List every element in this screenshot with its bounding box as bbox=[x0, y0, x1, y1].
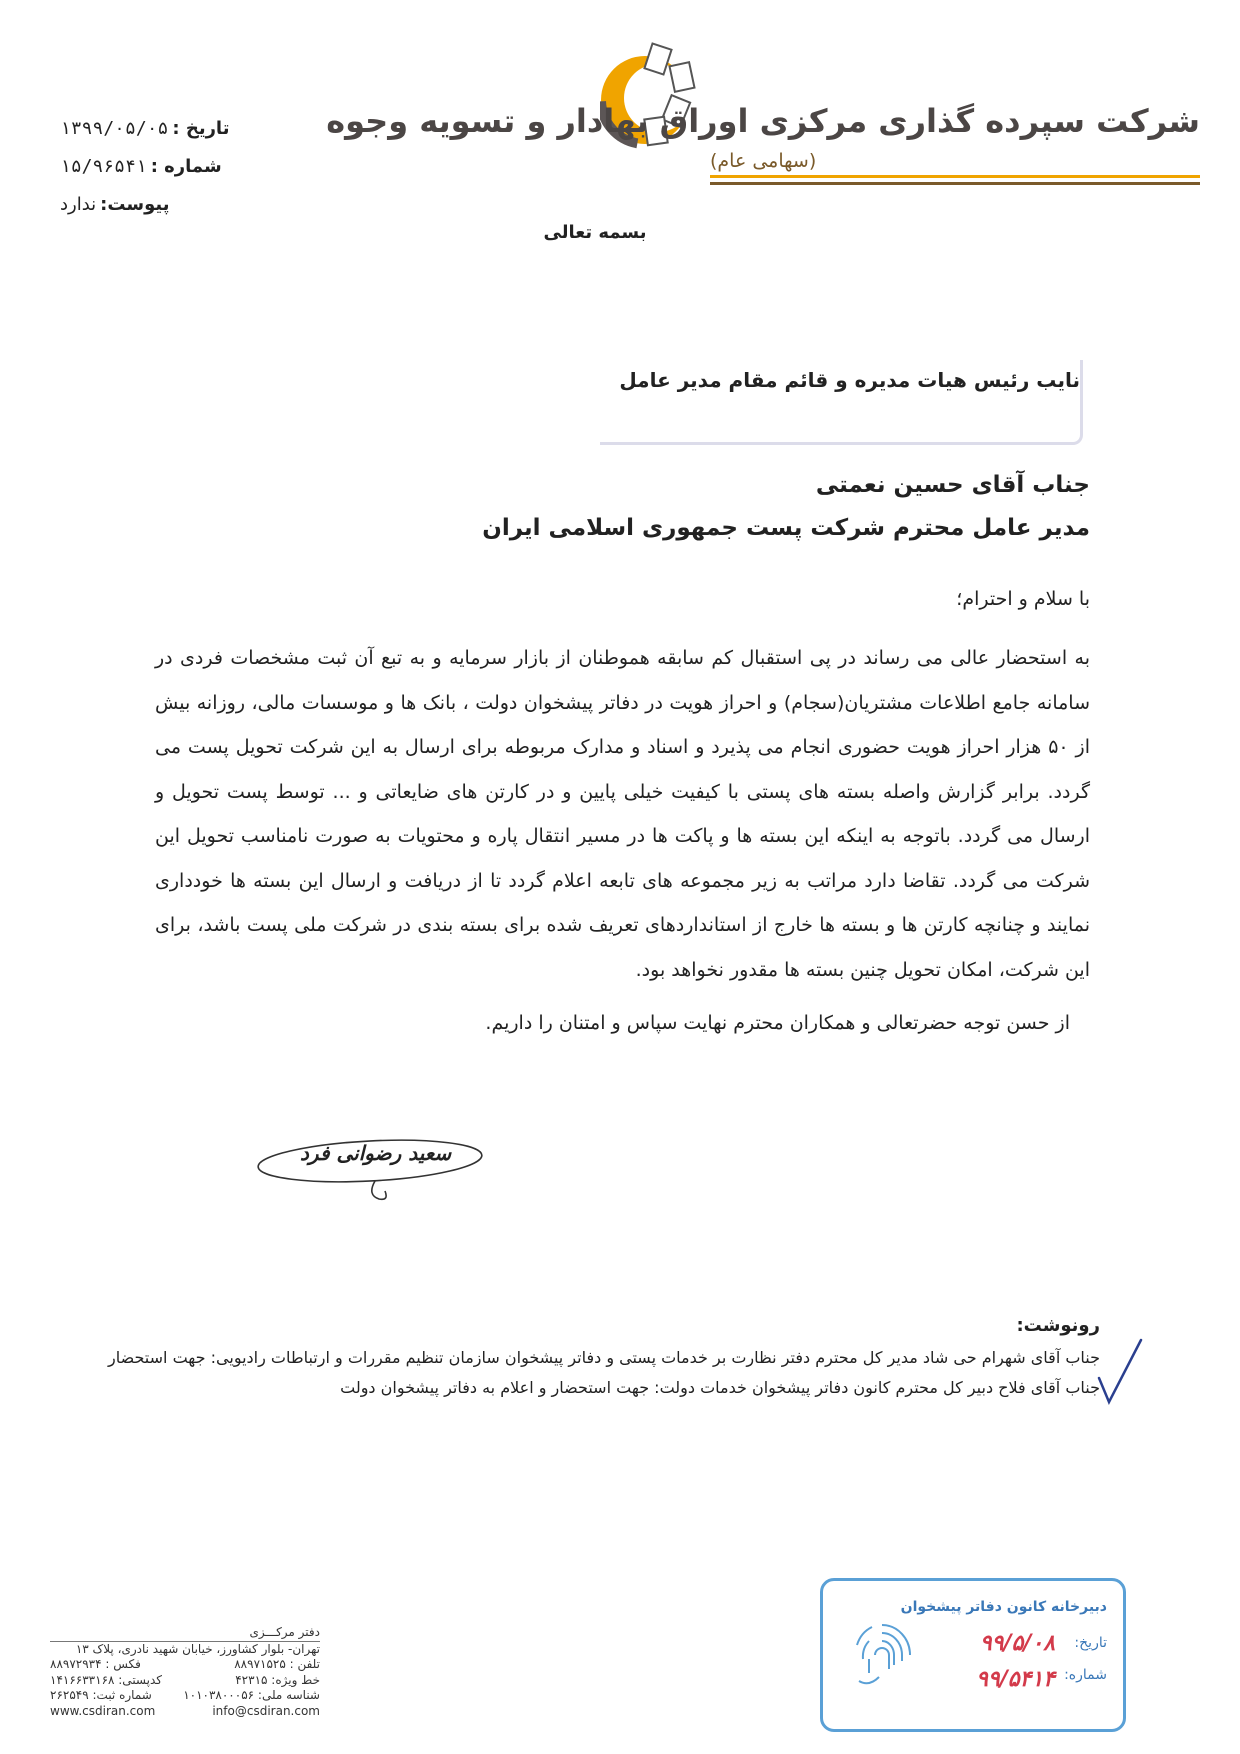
footer-special-line: خط ویژه: ۴۲۳۱۵ bbox=[235, 1672, 320, 1687]
sender-role-box bbox=[600, 360, 1083, 445]
footer-postal-code: کدپستی: ۱۴۱۶۶۳۳۱۶۸ bbox=[50, 1672, 162, 1687]
footer-email[interactable]: info@csdiran.com bbox=[212, 1703, 320, 1718]
letter-meta bbox=[60, 110, 260, 224]
date-row bbox=[60, 110, 260, 148]
cc-line-2: جناب آقای فلاح دبیر کل محترم کانون دفاتر پیشخوان خدمات دولت: جهت استحضار و اعلام به دفاتر پیشخوان دولت bbox=[340, 1378, 1100, 1397]
attachment-label: پیوست: bbox=[100, 194, 170, 215]
number-label: شماره : bbox=[150, 156, 222, 177]
signature bbox=[250, 1125, 490, 1205]
footer-contact bbox=[50, 1625, 320, 1719]
footer-web-row bbox=[50, 1704, 320, 1720]
signatory-name: سعید رضوانی فرد bbox=[300, 1141, 452, 1165]
company-name: شرکت سپرده گذاری مرکزی اوراق بهادار و تسویه وجوه bbox=[326, 102, 1200, 140]
sender-role: نایب رئیس هیات مدیره و قائم مقام مدیر عامل bbox=[619, 368, 1080, 392]
stamp-number-value: ۹۹/۵۴۱۴ bbox=[976, 1667, 1055, 1692]
company-logo bbox=[326, 40, 1230, 180]
addressee-title: مدیر عامل محترم شرکت پست جمهوری اسلامی ایران bbox=[482, 515, 1090, 541]
attachment-value: ندارد bbox=[60, 194, 97, 215]
footer-national-id: شناسه ملی: ۱۰۱۰۳۸۰۰۰۵۶ bbox=[183, 1688, 320, 1702]
footer-website[interactable]: www.csdiran.com bbox=[50, 1703, 156, 1718]
basmala: بسمه تعالی bbox=[543, 222, 647, 243]
cc-line-1: جناب آقای شهرام حی شاد مدیر کل محترم دفتر نظارت بر خدمات پستی و دفاتر پیشخوان سازمان تنظیم مقررات و ارتباطات رادیویی: جهت استحضار bbox=[108, 1348, 1100, 1367]
footer-fax: فکس : ۸۸۹۷۲۹۳۴ bbox=[50, 1657, 141, 1671]
addressee-name: جناب آقای حسین نعمتی bbox=[815, 472, 1090, 498]
letter-body: به استحضار عالی می رساند در پی استقبال کم سابقه هموطنان از بازار سرمایه و به تبع آن ثبت مشخصات فردی در سامانه جامع اطلاعات مشتریان(سجام) و احراز هویت در دفاتر پیشخوان دولت ، بانک ها و موسسات مالی، روزانه بیش از ۵۰ هزار احراز هویت حضوری انجام می پذیرد و اسناد و مدارک مربوطه برای ارسال به این شرکت تحویل پست می گردد. برابر گزارش واصله بسته های پستی با کیفیت خیلی پایین و در کارتن های ضایعاتی و ... توسط پست تحویل و ارسال می گردد. باتوجه به اینکه این بسته ها و پاکت ها در مسیر انتقال پاره و محتویات به صورت نامناسب تحویل این شرکت می گردد. تقاضا دارد مراتب به زیر مجموعه های تابعه اعلام گردد تا از دریافت و ارسال این بسته ها خودداری نمایند و چنانچه کارتن ها و بسته ها خارج از استانداردهای تعریف شده برای بسته بندی در شرکت ملی پست باشد، برای این شرکت، امکان تحویل چنین بسته ها مقدور نخواهد بود. bbox=[155, 647, 1090, 981]
footer-phone: تلفن : ۸۸۹۷۱۵۲۵ bbox=[234, 1657, 320, 1671]
footer-address: تهران- بلوار کشاورز، خیابان شهید نادری، پلاک ۱۳ bbox=[75, 1641, 320, 1656]
number-row bbox=[60, 148, 260, 186]
date-value: ۱۳۹۹/۰۵/۰۵ bbox=[60, 118, 169, 139]
receipt-stamp bbox=[820, 1578, 1126, 1732]
footer-registration: شماره ثبت: ۲۶۲۵۴۹ bbox=[50, 1688, 152, 1702]
footer-code-row bbox=[50, 1673, 320, 1689]
company-type: (سهامی عام) bbox=[710, 150, 817, 172]
stamp-number-label: شماره: bbox=[1064, 1667, 1107, 1683]
logo-divider bbox=[710, 175, 1200, 189]
stamp-title: دبیرخانه کانون دفاتر پیشخوان bbox=[900, 1599, 1107, 1615]
signature-flourish-icon bbox=[250, 1125, 490, 1205]
closing: از حسن توجه حضرتعالی و همکاران محترم نهایت سپاس و امتنان را داریم. bbox=[485, 1012, 1070, 1034]
stamp-date-value: ۹۹/۵/۰۸ bbox=[979, 1631, 1055, 1656]
checkmark-icon bbox=[1095, 1338, 1145, 1408]
footer-office: دفتر مرکـــزی bbox=[50, 1625, 320, 1642]
footer-id-row bbox=[50, 1688, 320, 1704]
stamp-date-label: تاریخ: bbox=[1074, 1635, 1107, 1651]
fingerprint-icon bbox=[845, 1615, 920, 1695]
greeting: با سلام و احترام؛ bbox=[956, 588, 1090, 610]
footer-phone-row bbox=[50, 1657, 320, 1673]
attachment-row bbox=[60, 186, 260, 224]
number-value: ۱۵/۹۶۵۴۱ bbox=[60, 156, 147, 177]
cc-title: رونوشت: bbox=[1016, 1315, 1100, 1336]
date-label: تاریخ : bbox=[172, 118, 230, 139]
logo-emblem-icon bbox=[600, 40, 720, 160]
